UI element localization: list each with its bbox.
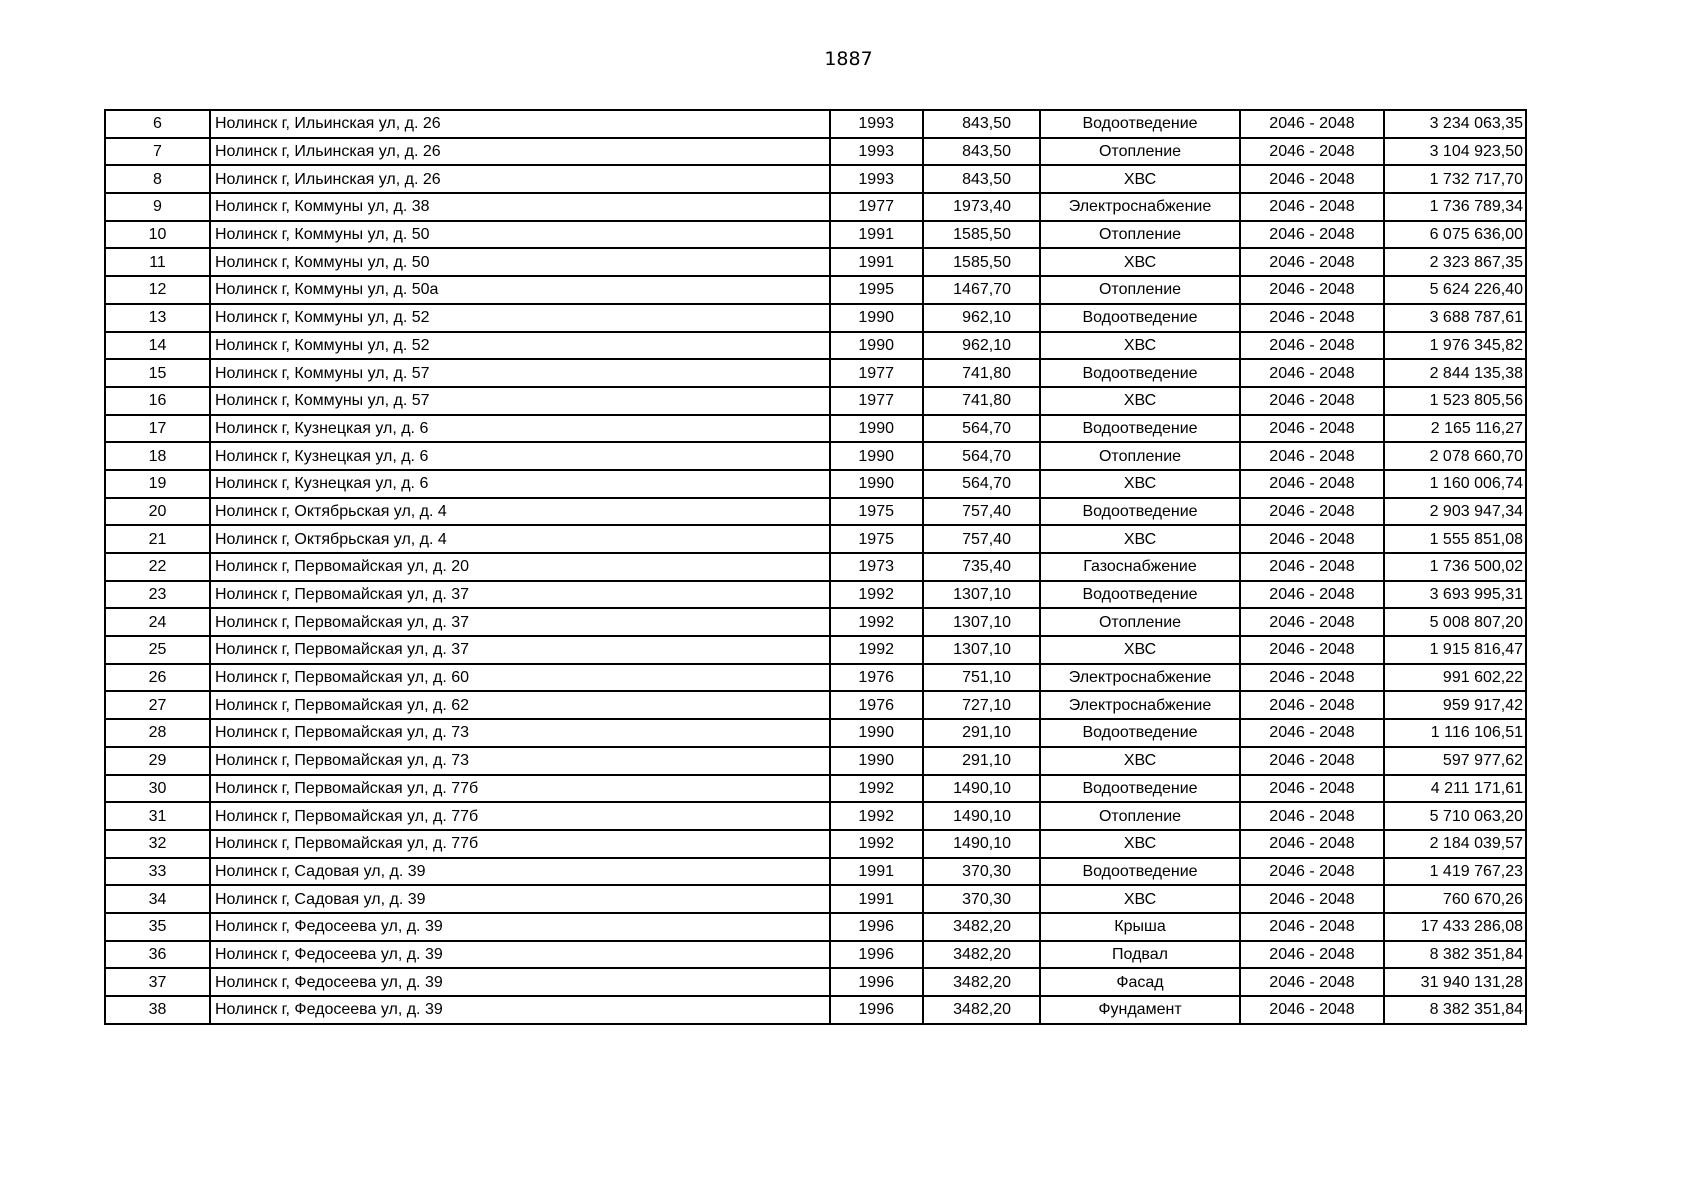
row-number-cell: 11 [105, 248, 210, 276]
address-cell: Нолинск г, Коммуны ул, д. 50 [210, 248, 830, 276]
work-type-cell: ХВС [1040, 165, 1240, 193]
work-type-cell: Фундамент [1040, 996, 1240, 1024]
address-cell: Нолинск г, Ильинская ул, д. 26 [210, 165, 830, 193]
period-cell: 2046 - 2048 [1240, 719, 1384, 747]
area-cell: 1307,10 [923, 581, 1040, 609]
address-cell: Нолинск г, Первомайская ул, д. 73 [210, 747, 830, 775]
address-cell: Нолинск г, Коммуны ул, д. 38 [210, 193, 830, 221]
period-cell: 2046 - 2048 [1240, 110, 1384, 138]
cost-cell: 5 624 226,40 [1384, 276, 1526, 304]
area-cell: 564,70 [923, 415, 1040, 443]
period-cell: 2046 - 2048 [1240, 608, 1384, 636]
area-cell: 1307,10 [923, 636, 1040, 664]
cost-cell: 3 688 787,61 [1384, 304, 1526, 332]
area-cell: 735,40 [923, 553, 1040, 581]
year-cell: 1991 [830, 221, 923, 249]
table-row [105, 359, 1526, 387]
table-row [105, 581, 1526, 609]
table-row [105, 193, 1526, 221]
year-cell: 1975 [830, 498, 923, 526]
cost-cell: 2 165 116,27 [1384, 415, 1526, 443]
work-type-cell: Электроснабжение [1040, 691, 1240, 719]
period-cell: 2046 - 2048 [1240, 858, 1384, 886]
period-cell: 2046 - 2048 [1240, 525, 1384, 553]
cost-cell: 31 940 131,28 [1384, 968, 1526, 996]
year-cell: 1977 [830, 387, 923, 415]
period-cell: 2046 - 2048 [1240, 830, 1384, 858]
area-cell: 1585,50 [923, 248, 1040, 276]
address-cell: Нолинск г, Коммуны ул, д. 57 [210, 359, 830, 387]
work-type-cell: ХВС [1040, 332, 1240, 360]
year-cell: 1996 [830, 941, 923, 969]
cost-cell: 3 693 995,31 [1384, 581, 1526, 609]
work-type-cell: ХВС [1040, 248, 1240, 276]
table-row [105, 470, 1526, 498]
work-type-cell: ХВС [1040, 747, 1240, 775]
row-number-cell: 12 [105, 276, 210, 304]
work-type-cell: Газоснабжение [1040, 553, 1240, 581]
table-body [105, 110, 1526, 1024]
period-cell: 2046 - 2048 [1240, 581, 1384, 609]
row-number-cell: 26 [105, 664, 210, 692]
table-row [105, 442, 1526, 470]
work-type-cell: Водоотведение [1040, 719, 1240, 747]
area-cell: 564,70 [923, 442, 1040, 470]
cost-cell: 1 160 006,74 [1384, 470, 1526, 498]
year-cell: 1992 [830, 636, 923, 664]
work-type-cell: ХВС [1040, 525, 1240, 553]
row-number-cell: 13 [105, 304, 210, 332]
cost-cell: 1 555 851,08 [1384, 525, 1526, 553]
cost-cell: 1 915 816,47 [1384, 636, 1526, 664]
cost-cell: 4 211 171,61 [1384, 775, 1526, 803]
work-type-cell: Электроснабжение [1040, 664, 1240, 692]
address-cell: Нолинск г, Первомайская ул, д. 62 [210, 691, 830, 719]
table-row [105, 830, 1526, 858]
cost-cell: 8 382 351,84 [1384, 941, 1526, 969]
year-cell: 1976 [830, 691, 923, 719]
cost-cell: 2 323 867,35 [1384, 248, 1526, 276]
area-cell: 962,10 [923, 304, 1040, 332]
table-row [105, 553, 1526, 581]
year-cell: 1996 [830, 996, 923, 1024]
row-number-cell: 20 [105, 498, 210, 526]
row-number-cell: 21 [105, 525, 210, 553]
row-number-cell: 23 [105, 581, 210, 609]
table-row [105, 165, 1526, 193]
year-cell: 1992 [830, 608, 923, 636]
address-cell: Нолинск г, Первомайская ул, д. 77б [210, 802, 830, 830]
table-row [105, 608, 1526, 636]
table-row [105, 498, 1526, 526]
year-cell: 1992 [830, 830, 923, 858]
work-type-cell: Водоотведение [1040, 581, 1240, 609]
cost-cell: 1 976 345,82 [1384, 332, 1526, 360]
year-cell: 1990 [830, 747, 923, 775]
address-cell: Нолинск г, Коммуны ул, д. 52 [210, 304, 830, 332]
area-cell: 3482,20 [923, 941, 1040, 969]
work-type-cell: Водоотведение [1040, 498, 1240, 526]
year-cell: 1992 [830, 775, 923, 803]
year-cell: 1976 [830, 664, 923, 692]
period-cell: 2046 - 2048 [1240, 498, 1384, 526]
period-cell: 2046 - 2048 [1240, 470, 1384, 498]
row-number-cell: 15 [105, 359, 210, 387]
work-type-cell: Отопление [1040, 138, 1240, 166]
period-cell: 2046 - 2048 [1240, 913, 1384, 941]
row-number-cell: 36 [105, 941, 210, 969]
work-type-cell: Электроснабжение [1040, 193, 1240, 221]
address-cell: Нолинск г, Федосеева ул, д. 39 [210, 913, 830, 941]
work-type-cell: Водоотведение [1040, 775, 1240, 803]
year-cell: 1975 [830, 525, 923, 553]
work-type-cell: Водоотведение [1040, 858, 1240, 886]
address-cell: Нолинск г, Федосеева ул, д. 39 [210, 941, 830, 969]
year-cell: 1990 [830, 470, 923, 498]
cost-cell: 1 419 767,23 [1384, 858, 1526, 886]
address-cell: Нолинск г, Коммуны ул, д. 52 [210, 332, 830, 360]
row-number-cell: 6 [105, 110, 210, 138]
table-row [105, 138, 1526, 166]
row-number-cell: 9 [105, 193, 210, 221]
address-cell: Нолинск г, Федосеева ул, д. 39 [210, 996, 830, 1024]
table-container [104, 109, 1527, 1025]
work-type-cell: Отопление [1040, 608, 1240, 636]
period-cell: 2046 - 2048 [1240, 165, 1384, 193]
row-number-cell: 31 [105, 802, 210, 830]
table-row [105, 304, 1526, 332]
year-cell: 1992 [830, 802, 923, 830]
cost-cell: 760 670,26 [1384, 885, 1526, 913]
area-cell: 3482,20 [923, 913, 1040, 941]
address-cell: Нолинск г, Коммуны ул, д. 50 [210, 221, 830, 249]
area-cell: 843,50 [923, 165, 1040, 193]
year-cell: 1992 [830, 581, 923, 609]
cost-cell: 2 078 660,70 [1384, 442, 1526, 470]
table-row [105, 802, 1526, 830]
row-number-cell: 8 [105, 165, 210, 193]
table-row [105, 664, 1526, 692]
cost-cell: 597 977,62 [1384, 747, 1526, 775]
period-cell: 2046 - 2048 [1240, 996, 1384, 1024]
table-row [105, 221, 1526, 249]
area-cell: 1585,50 [923, 221, 1040, 249]
area-cell: 1973,40 [923, 193, 1040, 221]
year-cell: 1977 [830, 193, 923, 221]
row-number-cell: 25 [105, 636, 210, 664]
year-cell: 1993 [830, 165, 923, 193]
cost-cell: 1 523 805,56 [1384, 387, 1526, 415]
year-cell: 1990 [830, 415, 923, 443]
period-cell: 2046 - 2048 [1240, 885, 1384, 913]
period-cell: 2046 - 2048 [1240, 636, 1384, 664]
address-cell: Нолинск г, Первомайская ул, д. 73 [210, 719, 830, 747]
cost-cell: 3 104 923,50 [1384, 138, 1526, 166]
address-cell: Нолинск г, Первомайская ул, д. 77б [210, 775, 830, 803]
cost-cell: 17 433 286,08 [1384, 913, 1526, 941]
table-row [105, 110, 1526, 138]
period-cell: 2046 - 2048 [1240, 415, 1384, 443]
work-type-cell: ХВС [1040, 387, 1240, 415]
period-cell: 2046 - 2048 [1240, 691, 1384, 719]
work-type-cell: ХВС [1040, 885, 1240, 913]
table-row [105, 885, 1526, 913]
cost-cell: 2 184 039,57 [1384, 830, 1526, 858]
period-cell: 2046 - 2048 [1240, 802, 1384, 830]
row-number-cell: 17 [105, 415, 210, 443]
table-row [105, 913, 1526, 941]
address-cell: Нолинск г, Первомайская ул, д. 37 [210, 608, 830, 636]
table-row [105, 996, 1526, 1024]
year-cell: 1990 [830, 719, 923, 747]
row-number-cell: 10 [105, 221, 210, 249]
area-cell: 757,40 [923, 498, 1040, 526]
address-cell: Нолинск г, Первомайская ул, д. 37 [210, 636, 830, 664]
area-cell: 741,80 [923, 387, 1040, 415]
period-cell: 2046 - 2048 [1240, 442, 1384, 470]
period-cell: 2046 - 2048 [1240, 304, 1384, 332]
table-row [105, 968, 1526, 996]
cost-cell: 1 732 717,70 [1384, 165, 1526, 193]
work-type-cell: Водоотведение [1040, 359, 1240, 387]
year-cell: 1990 [830, 442, 923, 470]
row-number-cell: 35 [105, 913, 210, 941]
table-row [105, 858, 1526, 886]
work-type-cell: ХВС [1040, 830, 1240, 858]
period-cell: 2046 - 2048 [1240, 941, 1384, 969]
table-row [105, 691, 1526, 719]
period-cell: 2046 - 2048 [1240, 138, 1384, 166]
cost-cell: 991 602,22 [1384, 664, 1526, 692]
buildings-table [104, 109, 1527, 1025]
year-cell: 1993 [830, 110, 923, 138]
cost-cell: 1 736 789,34 [1384, 193, 1526, 221]
period-cell: 2046 - 2048 [1240, 664, 1384, 692]
row-number-cell: 27 [105, 691, 210, 719]
cost-cell: 3 234 063,35 [1384, 110, 1526, 138]
table-row [105, 525, 1526, 553]
area-cell: 3482,20 [923, 968, 1040, 996]
period-cell: 2046 - 2048 [1240, 193, 1384, 221]
address-cell: Нолинск г, Первомайская ул, д. 60 [210, 664, 830, 692]
period-cell: 2046 - 2048 [1240, 221, 1384, 249]
period-cell: 2046 - 2048 [1240, 332, 1384, 360]
work-type-cell: Водоотведение [1040, 110, 1240, 138]
cost-cell: 2 844 135,38 [1384, 359, 1526, 387]
year-cell: 1990 [830, 304, 923, 332]
area-cell: 3482,20 [923, 996, 1040, 1024]
work-type-cell: Крыша [1040, 913, 1240, 941]
year-cell: 1995 [830, 276, 923, 304]
table-row [105, 248, 1526, 276]
table-row [105, 775, 1526, 803]
table-row [105, 276, 1526, 304]
work-type-cell: Подвал [1040, 941, 1240, 969]
year-cell: 1991 [830, 248, 923, 276]
table-row [105, 719, 1526, 747]
row-number-cell: 16 [105, 387, 210, 415]
address-cell: Нолинск г, Коммуны ул, д. 50а [210, 276, 830, 304]
address-cell: Нолинск г, Октябрьская ул, д. 4 [210, 498, 830, 526]
year-cell: 1996 [830, 968, 923, 996]
cost-cell: 2 903 947,34 [1384, 498, 1526, 526]
cost-cell: 8 382 351,84 [1384, 996, 1526, 1024]
address-cell: Нолинск г, Федосеева ул, д. 39 [210, 968, 830, 996]
row-number-cell: 33 [105, 858, 210, 886]
area-cell: 1467,70 [923, 276, 1040, 304]
row-number-cell: 38 [105, 996, 210, 1024]
area-cell: 291,10 [923, 719, 1040, 747]
work-type-cell: Водоотведение [1040, 415, 1240, 443]
row-number-cell: 22 [105, 553, 210, 581]
period-cell: 2046 - 2048 [1240, 359, 1384, 387]
cost-cell: 5 008 807,20 [1384, 608, 1526, 636]
address-cell: Нолинск г, Ильинская ул, д. 26 [210, 110, 830, 138]
area-cell: 370,30 [923, 885, 1040, 913]
address-cell: Нолинск г, Садовая ул, д. 39 [210, 885, 830, 913]
period-cell: 2046 - 2048 [1240, 747, 1384, 775]
cost-cell: 1 116 106,51 [1384, 719, 1526, 747]
year-cell: 1993 [830, 138, 923, 166]
area-cell: 727,10 [923, 691, 1040, 719]
area-cell: 741,80 [923, 359, 1040, 387]
row-number-cell: 24 [105, 608, 210, 636]
area-cell: 1307,10 [923, 608, 1040, 636]
row-number-cell: 7 [105, 138, 210, 166]
year-cell: 1991 [830, 858, 923, 886]
year-cell: 1977 [830, 359, 923, 387]
work-type-cell: Отопление [1040, 221, 1240, 249]
area-cell: 564,70 [923, 470, 1040, 498]
area-cell: 962,10 [923, 332, 1040, 360]
area-cell: 1490,10 [923, 830, 1040, 858]
address-cell: Нолинск г, Коммуны ул, д. 57 [210, 387, 830, 415]
cost-cell: 959 917,42 [1384, 691, 1526, 719]
period-cell: 2046 - 2048 [1240, 968, 1384, 996]
address-cell: Нолинск г, Ильинская ул, д. 26 [210, 138, 830, 166]
area-cell: 757,40 [923, 525, 1040, 553]
cost-cell: 5 710 063,20 [1384, 802, 1526, 830]
table-row [105, 332, 1526, 360]
row-number-cell: 14 [105, 332, 210, 360]
area-cell: 1490,10 [923, 802, 1040, 830]
address-cell: Нолинск г, Кузнецкая ул, д. 6 [210, 442, 830, 470]
area-cell: 1490,10 [923, 775, 1040, 803]
period-cell: 2046 - 2048 [1240, 775, 1384, 803]
cost-cell: 1 736 500,02 [1384, 553, 1526, 581]
row-number-cell: 29 [105, 747, 210, 775]
address-cell: Нолинск г, Октябрьская ул, д. 4 [210, 525, 830, 553]
year-cell: 1991 [830, 885, 923, 913]
page-number: 1887 [824, 48, 873, 70]
row-number-cell: 30 [105, 775, 210, 803]
period-cell: 2046 - 2048 [1240, 276, 1384, 304]
row-number-cell: 32 [105, 830, 210, 858]
address-cell: Нолинск г, Кузнецкая ул, д. 6 [210, 415, 830, 443]
address-cell: Нолинск г, Первомайская ул, д. 37 [210, 581, 830, 609]
year-cell: 1973 [830, 553, 923, 581]
area-cell: 751,10 [923, 664, 1040, 692]
year-cell: 1990 [830, 332, 923, 360]
table-row [105, 747, 1526, 775]
address-cell: Нолинск г, Первомайская ул, д. 20 [210, 553, 830, 581]
row-number-cell: 37 [105, 968, 210, 996]
area-cell: 843,50 [923, 110, 1040, 138]
work-type-cell: Фасад [1040, 968, 1240, 996]
period-cell: 2046 - 2048 [1240, 248, 1384, 276]
work-type-cell: Отопление [1040, 442, 1240, 470]
table-row [105, 636, 1526, 664]
area-cell: 370,30 [923, 858, 1040, 886]
row-number-cell: 19 [105, 470, 210, 498]
row-number-cell: 28 [105, 719, 210, 747]
area-cell: 843,50 [923, 138, 1040, 166]
table-row [105, 387, 1526, 415]
work-type-cell: ХВС [1040, 470, 1240, 498]
address-cell: Нолинск г, Первомайская ул, д. 77б [210, 830, 830, 858]
address-cell: Нолинск г, Садовая ул, д. 39 [210, 858, 830, 886]
area-cell: 291,10 [923, 747, 1040, 775]
year-cell: 1996 [830, 913, 923, 941]
table-row [105, 941, 1526, 969]
work-type-cell: Отопление [1040, 276, 1240, 304]
table-row [105, 415, 1526, 443]
period-cell: 2046 - 2048 [1240, 553, 1384, 581]
period-cell: 2046 - 2048 [1240, 387, 1384, 415]
row-number-cell: 18 [105, 442, 210, 470]
address-cell: Нолинск г, Кузнецкая ул, д. 6 [210, 470, 830, 498]
work-type-cell: Водоотведение [1040, 304, 1240, 332]
cost-cell: 6 075 636,00 [1384, 221, 1526, 249]
row-number-cell: 34 [105, 885, 210, 913]
work-type-cell: ХВС [1040, 636, 1240, 664]
work-type-cell: Отопление [1040, 802, 1240, 830]
